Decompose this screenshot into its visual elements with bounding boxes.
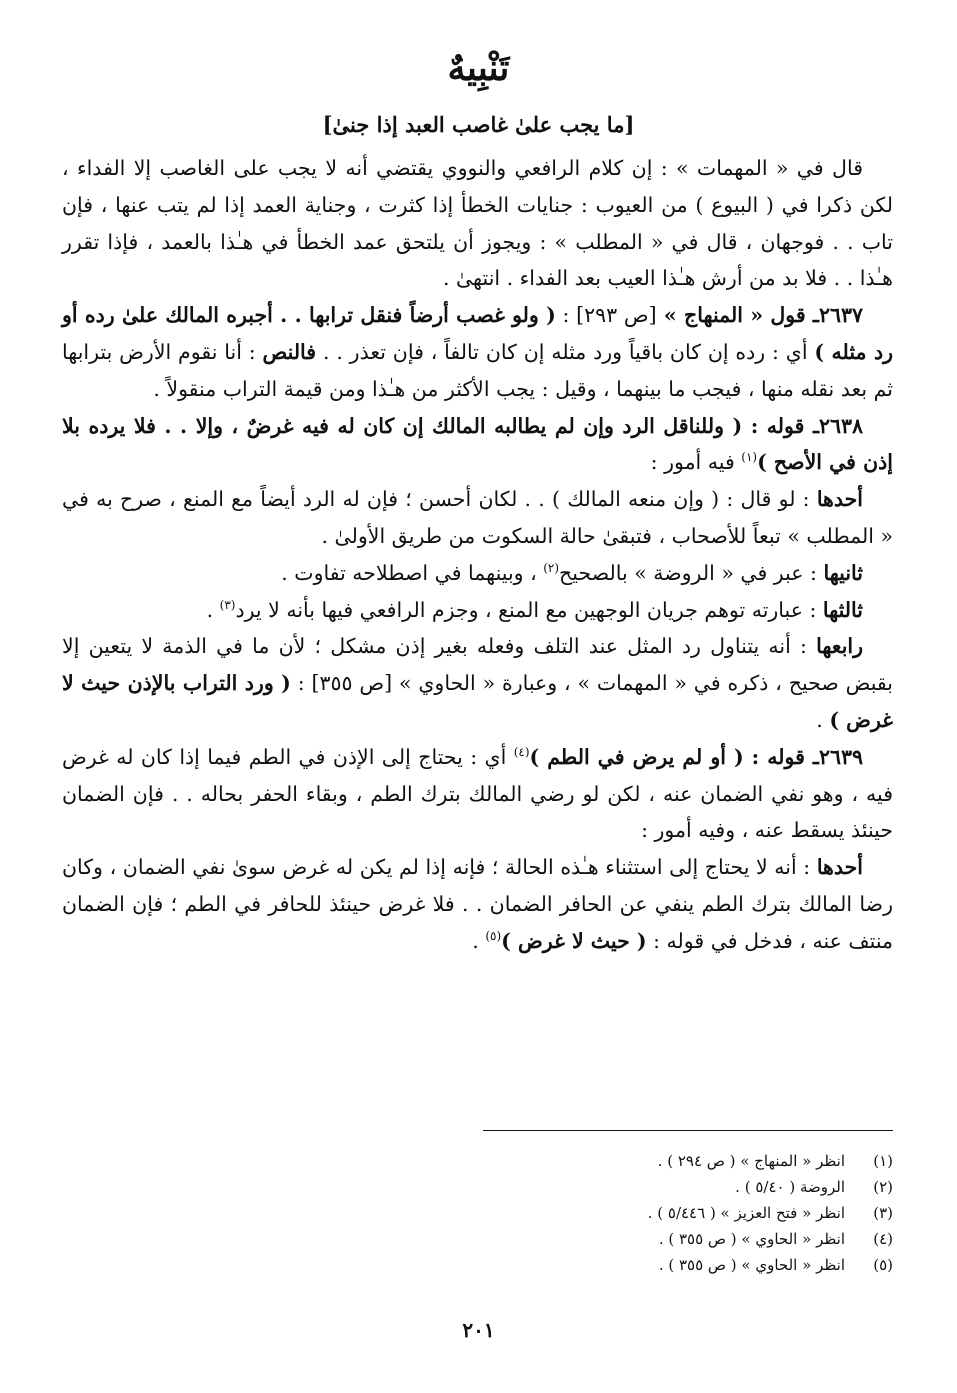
section-subheading: [ما يجب علىٰ غاصب العبد إذا جنىٰ] (322, 112, 635, 137)
footnote-marker: (٥) (485, 928, 502, 943)
footnote-text: انظر « الحاوي » ( ص ٣٥٥ ) . (658, 1256, 845, 1274)
footnote-number: (٢) (873, 1178, 893, 1196)
bold-text-run: أحدها (816, 855, 863, 880)
body-paragraph (62, 628, 893, 738)
bold-text-run: ٢٦٣٩ـ قوله : (743, 744, 863, 769)
text-run: [ص ٢٩٣] : (555, 303, 657, 328)
body-paragraph (62, 849, 893, 959)
text-run: : أنا نقوم الأرض بترابها ثم بعد نقله منها ، فيجب ما بينهما ، وقيل : يجب الأكثر من هـٰذا ومن قيمة التراب منقولاً . (62, 339, 893, 401)
bold-text-run: ( ولو غصب أرضاً فنقل ترابها . . أجبره المالك علىٰ رده أو رد مثله ) (62, 303, 893, 364)
footnote-item (62, 1148, 893, 1174)
footnote-item (62, 1226, 893, 1252)
body-paragraph (62, 297, 893, 407)
footnote-marker: (٢) (543, 560, 560, 575)
bold-text-run: ٢٦٣٧ـ قول « المنهاج » (656, 303, 863, 328)
footnote-number: (١) (873, 1152, 893, 1170)
text-run: أي : رده إن كان باقياً ورد مثله إن كان تالفاً ، فإن تعذر . . (316, 339, 815, 364)
body-text (62, 150, 893, 960)
bold-text-run: ( وللناقل الرد وإن لم يطالبه المالك إن كان له فيه غرضٌ ، وإلا . . فلا يرده بلا إذن في الأصح ) (62, 413, 893, 475)
page-number: ٢٠١ (462, 1318, 495, 1342)
text-run: : لو قال : ( وإن منعه المالك ) . . لكان أحسن ؛ فإن له الرد أيضاً مع المنع ، صرح به في « المطلب » تبعاً للأصحاب ، فتبقىٰ حالة السكوت من طريق الأولىٰ . (62, 487, 893, 548)
text-run: . (206, 597, 220, 622)
text-run: : عبر في « الروضة » بالصحيح (559, 560, 824, 585)
bold-text-run: ثالثها (822, 597, 863, 622)
footnotes (62, 1148, 893, 1278)
footnote-marker: (١) (741, 450, 758, 465)
bold-text-run: فالنص (262, 339, 317, 364)
bold-text-run: أحدها (816, 487, 863, 512)
footnote-item (62, 1200, 893, 1226)
text-run: ، وبينهما في اصطلاحه تفاوت . (281, 560, 544, 585)
section-heading: تَنْبِيهٌ (447, 47, 510, 89)
text-run: : أنه يتناول رد المثل عند التلف وفعله بغير إذن مشكل ؛ لأن ما في الذمة لا يتعين إلا بقبض صحيح ، ذكره في « المهمات » ، وعبارة « الحاوي » [ص ٣٥٥] : (62, 634, 893, 696)
footnote-item (62, 1174, 893, 1200)
bold-text-run: ٢٦٣٨ـ قوله : (742, 413, 863, 438)
body-paragraph (62, 592, 893, 629)
body-paragraph (62, 481, 893, 555)
footnote-marker: (٤) (513, 744, 530, 759)
body-paragraph (62, 739, 893, 849)
text-run: . (816, 707, 830, 732)
body-paragraph (62, 150, 893, 297)
bold-text-run: ثانيها (823, 560, 863, 585)
text-run: فيه أمور : (650, 450, 742, 475)
bold-text-run: رابعها (816, 634, 863, 659)
footnote-text: انظر « المنهاج » ( ص ٢٩٤ ) . (657, 1152, 845, 1170)
body-paragraph (62, 555, 893, 592)
footnote-text: الروضة ( ٥/٤٠ ) . (735, 1178, 845, 1196)
text-run: أي : يحتاج إلى الإذن في الطم فيما إذا كان له غرض فيه ، وهو نفي الضمان عنه ، لكن لو رضي المالك بترك الطم ، وبقاء الحفر بحاله . . فإن الضمان حينئذ يسقط عنه ، وفيه أمور : (62, 744, 893, 843)
footnote-text: انظر « الحاوي » ( ص ٣٥٥ ) . (658, 1230, 845, 1248)
bold-text-run: ( حيث لا غرض ) (501, 928, 647, 953)
text-run: : أنه لا يحتاج إلى استثناء هـٰذه الحالة ؛ فإنه إذا لم يكن له غرض سوىٰ نفي الضمان ، وكان رضا المالك بترك الطم ينفي عن الحافر الضمان . . فلا غرض حينئذ للحافر في الطم ؛ فإن الضمان منتف عنه ، فدخل في قوله : (62, 855, 893, 953)
text-run: : عبارته توهم جريان الوجهين مع المنع ، وجزم الرافعي فيها بأنه لا يرد (235, 597, 823, 622)
footnote-number: (٣) (873, 1204, 893, 1222)
footnote-marker: (٣) (219, 597, 236, 612)
footnote-separator (483, 1130, 893, 1131)
body-paragraph (62, 408, 893, 482)
bold-text-run: ( ورد التراب بالإذن حيث لا غرض ) (62, 671, 893, 732)
text-run: . (472, 928, 486, 953)
footnote-number: (٤) (873, 1230, 893, 1248)
bold-text-run: ( أو لم يرض في الطم ) (529, 744, 744, 769)
footnote-item (62, 1252, 893, 1278)
footnote-number: (٥) (873, 1256, 893, 1274)
text-run: قال في « المهمات » : إن كلام الرافعي والنووي يقتضي أنه لا يجب على الغاصب إلا الفداء ، لكن ذكرا في ( البيوع ) من العيوب : جنايات الخطأ إذا كثرت ، وجناية العمد إذا لم يتب عنها ، فإن تاب . . فوجهان ، قال في « المطلب » : ويجوز أن يلتحق عمد الخطأ في هـٰذا بالعمد ، فإذا تقرر هـٰذا . . فلا بد من أرش هـٰذا العيب بعد الفداء . انتهىٰ . (62, 156, 893, 291)
footnote-text: انظر « فتح العزيز » ( ٥/٤٤٦ ) . (647, 1204, 845, 1222)
